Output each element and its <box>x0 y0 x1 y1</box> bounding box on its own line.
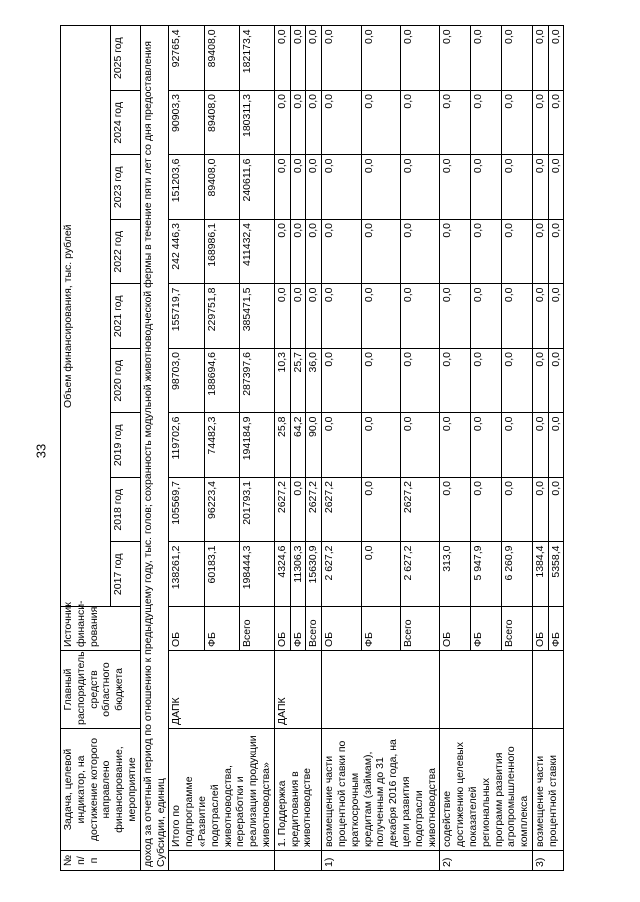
row-value: 0,0 <box>361 220 400 285</box>
row-value: 0,0 <box>440 413 471 478</box>
row-number: 1) <box>322 851 440 871</box>
row-source: ОБ <box>169 607 204 651</box>
row-value: 0,0 <box>548 349 564 414</box>
row-value: 0,0 <box>290 26 306 91</box>
row-value: 90903,3 <box>169 91 204 156</box>
row-value: 0,0 <box>440 91 471 156</box>
row-value: 0,0 <box>306 155 322 220</box>
row-value: 0,0 <box>532 26 548 91</box>
row-value: 0,0 <box>400 220 439 285</box>
row-value: 0,0 <box>322 220 361 285</box>
row-value: 0,0 <box>471 155 502 220</box>
row-value: 0,0 <box>502 220 533 285</box>
header-year: 2024 год <box>110 91 140 156</box>
row-source: Всего <box>400 607 439 651</box>
row-value: 0,0 <box>400 284 439 349</box>
row-task-name: содействие достижению целевых показателей региональных программ развития агропромышленного комплекса <box>440 729 533 851</box>
row-source: ФБ <box>548 607 564 651</box>
row-value: 2627,2 <box>400 478 439 543</box>
row-value: 98703,0 <box>169 349 204 414</box>
row-value: 0,0 <box>290 284 306 349</box>
row-manager <box>322 651 440 729</box>
row-value: 201793,1 <box>239 478 274 543</box>
row-source: ОБ <box>532 607 548 651</box>
row-value: 74482,3 <box>204 413 239 478</box>
row-value: 90,0 <box>306 413 322 478</box>
row-value: 0,0 <box>400 91 439 156</box>
row-source: ОБ <box>440 607 471 651</box>
row-value: 0,0 <box>532 91 548 156</box>
row-manager: ДАПК <box>274 651 321 729</box>
row-value: 5358,4 <box>548 542 564 607</box>
row-source: Всего <box>239 607 274 651</box>
row-value: 11306,3 <box>290 542 306 607</box>
row-task-name: Итого по подпрограмме «Развитие подотраслей животноводства, переработки и реализации продукции животноводства» <box>169 729 274 851</box>
row-value: 0,0 <box>548 220 564 285</box>
row-value: 92765,4 <box>169 26 204 91</box>
header-task: Задача, целевой индикатор, на достижение которого направлено финансирование, мероприятие <box>61 729 141 851</box>
row-value: 0,0 <box>274 26 290 91</box>
row-value: 0,0 <box>502 26 533 91</box>
row-value: 105569,7 <box>169 478 204 543</box>
financing-table-sheet <box>60 31 580 871</box>
table-row <box>169 26 204 871</box>
row-value: 2 627,2 <box>322 542 361 607</box>
row-value: 0,0 <box>440 284 471 349</box>
row-value: 0,0 <box>400 413 439 478</box>
row-value: 0,0 <box>471 26 502 91</box>
row-value: 0,0 <box>548 284 564 349</box>
row-value: 0,0 <box>361 91 400 156</box>
row-value: 0,0 <box>440 155 471 220</box>
row-value: 151203,6 <box>169 155 204 220</box>
row-value: 15630,9 <box>306 542 322 607</box>
header-year: 2021 год <box>110 284 140 349</box>
row-value: 0,0 <box>322 349 361 414</box>
row-value: 25,7 <box>290 349 306 414</box>
header-manager: Главный распорядитель средств областного бюджета <box>61 651 141 729</box>
table-row <box>274 26 290 871</box>
row-value: 0,0 <box>548 91 564 156</box>
header-year: 2019 год <box>110 413 140 478</box>
row-manager <box>440 651 533 729</box>
row-value: 60183,1 <box>204 542 239 607</box>
row-value: 411432,4 <box>239 220 274 285</box>
row-value: 198444,3 <box>239 542 274 607</box>
row-value: 0,0 <box>502 349 533 414</box>
row-value: 0,0 <box>361 478 400 543</box>
row-source: ФБ <box>471 607 502 651</box>
row-value: 2627,2 <box>322 478 361 543</box>
row-value: 155719,7 <box>169 284 204 349</box>
financing-table <box>60 25 564 871</box>
row-value: 0,0 <box>532 413 548 478</box>
row-value: 0,0 <box>306 26 322 91</box>
table-row <box>322 26 361 871</box>
row-task-name: возмещение части процентной ставки по краткосрочным кредитам (займам), полученным до 31 декабря 2016 года, на цели развития подотрасли животноводства <box>322 729 440 851</box>
row-value: 138261,2 <box>169 542 204 607</box>
row-value: 4324,6 <box>274 542 290 607</box>
row-value: 0,0 <box>440 220 471 285</box>
row-value: 0,0 <box>548 478 564 543</box>
header-source: Источник финанси-рования <box>61 607 141 651</box>
row-value: 0,0 <box>502 91 533 156</box>
row-value: 0,0 <box>361 26 400 91</box>
row-value: 168986,1 <box>204 220 239 285</box>
row-value: 0,0 <box>322 413 361 478</box>
row-value: 1384,4 <box>532 542 548 607</box>
row-value: 240611,6 <box>239 155 274 220</box>
row-value: 229751,8 <box>204 284 239 349</box>
row-value: 25,8 <box>274 413 290 478</box>
row-value: 0,0 <box>548 26 564 91</box>
row-value: 64,2 <box>290 413 306 478</box>
row-value: 0,0 <box>322 26 361 91</box>
row-value: 0,0 <box>548 155 564 220</box>
row-value: 0,0 <box>532 220 548 285</box>
row-value: 119702,6 <box>169 413 204 478</box>
row-source: Всего <box>306 607 322 651</box>
table-row <box>440 26 471 871</box>
row-value: 0,0 <box>440 478 471 543</box>
row-value: 0,0 <box>322 91 361 156</box>
row-value: 0,0 <box>361 284 400 349</box>
row-value: 0,0 <box>471 478 502 543</box>
span-text-row: доход за отчетный период по отношению к предыдущему году, тыс. голов; сохранность модульной животноводческой фермы в течение пяти лет со дня предоставления Субсидии, единиц <box>140 26 169 871</box>
table-row <box>532 26 548 871</box>
row-number <box>169 851 274 871</box>
row-value: 0,0 <box>290 478 306 543</box>
header-number: № п/п <box>61 851 141 871</box>
row-value: 5 947,9 <box>471 542 502 607</box>
header-year: 2023 год <box>110 155 140 220</box>
row-value: 0,0 <box>532 349 548 414</box>
row-value: 0,0 <box>361 155 400 220</box>
header-year: 2025 год <box>110 26 140 91</box>
row-value: 0,0 <box>274 284 290 349</box>
row-value: 0,0 <box>400 155 439 220</box>
row-value: 0,0 <box>548 413 564 478</box>
row-value: 0,0 <box>471 91 502 156</box>
row-value: 0,0 <box>532 284 548 349</box>
row-source: ОБ <box>322 607 361 651</box>
row-value: 0,0 <box>322 284 361 349</box>
row-value: 0,0 <box>532 155 548 220</box>
row-value: 0,0 <box>306 284 322 349</box>
row-value: 188694,6 <box>204 349 239 414</box>
row-value: 0,0 <box>361 542 400 607</box>
row-value: 0,0 <box>290 91 306 156</box>
header-volume: Объем финансирования, тыс. рублей <box>61 26 111 607</box>
row-manager <box>532 651 564 729</box>
row-value: 0,0 <box>274 91 290 156</box>
header-year: 2018 год <box>110 478 140 543</box>
row-value: 0,0 <box>440 26 471 91</box>
row-value: 96223,4 <box>204 478 239 543</box>
row-value: 2627,2 <box>274 478 290 543</box>
row-value: 0,0 <box>361 413 400 478</box>
row-source: ОБ <box>274 607 290 651</box>
row-value: 0,0 <box>306 220 322 285</box>
row-value: 0,0 <box>471 284 502 349</box>
row-number <box>274 851 321 871</box>
row-value: 0,0 <box>440 349 471 414</box>
row-task-name: 1. Поддержка кредитования в животноводстве <box>274 729 321 851</box>
row-value: 194184,9 <box>239 413 274 478</box>
row-value: 89408,0 <box>204 26 239 91</box>
row-source: ФБ <box>290 607 306 651</box>
row-value: 0,0 <box>532 478 548 543</box>
row-value: 0,0 <box>322 155 361 220</box>
row-value: 0,0 <box>400 26 439 91</box>
header-year: 2022 год <box>110 220 140 285</box>
row-source: ФБ <box>361 607 400 651</box>
row-value: 0,0 <box>274 155 290 220</box>
row-value: 0,0 <box>306 91 322 156</box>
row-value: 182173,4 <box>239 26 274 91</box>
row-source: ФБ <box>204 607 239 651</box>
row-value: 0,0 <box>290 220 306 285</box>
row-value: 2627,2 <box>306 478 322 543</box>
row-value: 287397,6 <box>239 349 274 414</box>
row-value: 36,0 <box>306 349 322 414</box>
row-value: 180311,3 <box>239 91 274 156</box>
row-value: 313,0 <box>440 542 471 607</box>
row-manager: ДАПК <box>169 651 274 729</box>
row-value: 0,0 <box>274 220 290 285</box>
row-value: 0,0 <box>361 349 400 414</box>
row-value: 2 627,2 <box>400 542 439 607</box>
row-value: 89408,0 <box>204 91 239 156</box>
row-value: 242 446,3 <box>169 220 204 285</box>
row-number: 2) <box>440 851 533 871</box>
row-value: 0,0 <box>502 413 533 478</box>
row-value: 0,0 <box>471 349 502 414</box>
row-value: 385471,5 <box>239 284 274 349</box>
header-year: 2017 год <box>110 542 140 607</box>
row-number: 3) <box>532 851 564 871</box>
row-value: 0,0 <box>502 478 533 543</box>
row-value: 0,0 <box>502 155 533 220</box>
row-value: 0,0 <box>400 349 439 414</box>
row-task-name: возмещение части процентной ставки <box>532 729 564 851</box>
row-value: 6 260,9 <box>502 542 533 607</box>
row-value: 0,0 <box>471 220 502 285</box>
row-value: 89408,0 <box>204 155 239 220</box>
row-value: 0,0 <box>502 284 533 349</box>
row-value: 0,0 <box>290 155 306 220</box>
row-value: 10,3 <box>274 349 290 414</box>
row-value: 0,0 <box>471 413 502 478</box>
page-number: 33 <box>33 443 49 459</box>
row-source: Всего <box>502 607 533 651</box>
header-year: 2020 год <box>110 349 140 414</box>
